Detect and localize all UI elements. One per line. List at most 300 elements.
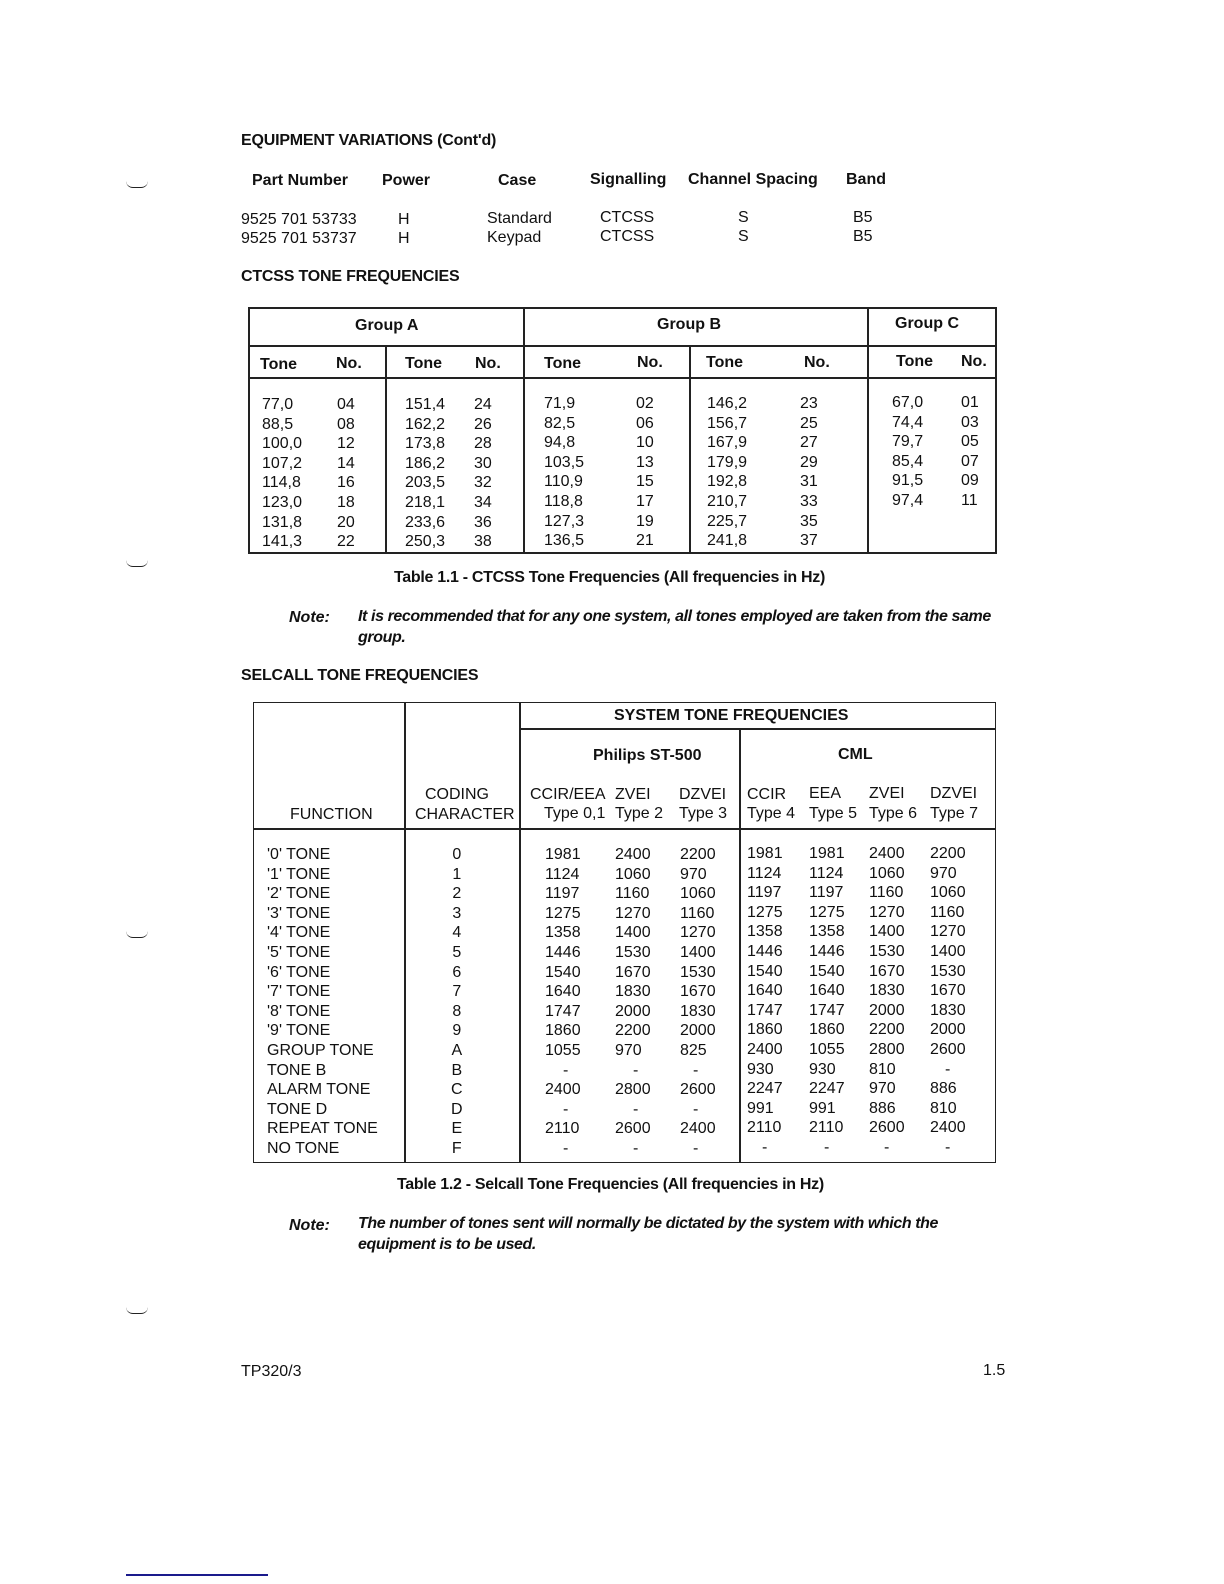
no-column (961, 393, 979, 511)
table-cell: 2000 (615, 1002, 651, 1020)
table-cell: 110,9 (544, 473, 583, 491)
table-cell: 22 (337, 533, 355, 551)
group-c-header: Group C (895, 315, 959, 332)
freq-column (545, 845, 581, 1159)
no-header: No. (804, 354, 830, 371)
table-cell: 15 (636, 473, 654, 491)
table-cell: 31 (800, 473, 818, 491)
table-cell: 88,5 (262, 415, 294, 433)
no-header: No. (637, 354, 663, 371)
table-cell: 2400 (615, 846, 651, 863)
col-header: Type 3 (679, 805, 728, 822)
table-cell: 1060 (869, 864, 905, 882)
note-text: The number of tones sent will normally be dictated by the system with which the equipment is to be used. (358, 1215, 939, 1253)
divider (867, 308, 869, 554)
table-cell: 1830 (615, 983, 651, 1001)
table-cell: 225,7 (707, 512, 748, 530)
divider (249, 345, 996, 347)
table-cell: 136,5 (544, 532, 585, 550)
table-cell: 2200 (869, 1021, 905, 1039)
table-cell: 17 (636, 492, 654, 510)
table-cell: 5 (452, 943, 462, 961)
document-id: TP320/3 (241, 1363, 302, 1380)
table-cell: 02 (636, 395, 654, 412)
table-cell: 2600 (930, 1040, 966, 1058)
table-cell: 38 (474, 533, 492, 551)
table-cell: 35 (800, 512, 818, 530)
divider (689, 345, 691, 554)
table-cell: - (693, 1061, 699, 1079)
table-cell: 11 (961, 491, 978, 509)
table-cell: 1446 (809, 942, 845, 960)
selcall-heading: SELCALL TONE FREQUENCIES (241, 667, 479, 684)
table-cell: 127,3 (544, 512, 585, 530)
table-cell: 79,7 (892, 433, 924, 451)
no-header: No. (961, 353, 987, 370)
power: H (398, 211, 410, 228)
table-cell: - (762, 1138, 768, 1156)
table-cell: 218,1 (405, 493, 446, 511)
freq-column (930, 844, 966, 1158)
divider (404, 703, 406, 1162)
tone-header: Tone (405, 355, 443, 372)
table-cell: 1747 (809, 1001, 845, 1019)
table-cell: 2110 (747, 1119, 782, 1137)
table-cell: 91,5 (892, 472, 924, 490)
table-cell: 1160 (930, 903, 965, 921)
table-cell: 107,2 (262, 454, 303, 472)
table-cell: 26 (474, 415, 492, 433)
table-cell: 179,9 (707, 453, 748, 471)
table-cell: 30 (474, 454, 492, 472)
table-cell: - (633, 1100, 639, 1118)
margin-mark (126, 931, 148, 938)
tone-header: Tone (260, 356, 298, 373)
table-cell: 29 (800, 453, 818, 471)
table-cell: GROUP TONE (267, 1041, 374, 1059)
table-cell: 1270 (615, 904, 651, 922)
divider (739, 729, 741, 1162)
table-cell: 1860 (809, 1021, 845, 1039)
col-header: CCIR/EEA (530, 786, 606, 803)
table-cell: 241,8 (707, 532, 748, 550)
table-cell: 2 (452, 885, 462, 903)
table-cell: 991 (747, 1099, 774, 1117)
table-cell: 1197 (809, 884, 844, 902)
philips-header: Philips ST-500 (593, 747, 702, 764)
table-cell: 1060 (680, 885, 716, 903)
table-cell: 1860 (747, 1021, 783, 1039)
table-cell: 1530 (930, 962, 966, 980)
table-cell: 04 (337, 396, 355, 413)
no-column (636, 394, 654, 551)
table-cell: 1358 (747, 923, 783, 941)
band: B5 (853, 209, 873, 226)
column-header: Power (382, 172, 431, 189)
table-caption: Table 1.1 - CTCSS Tone Frequencies (All frequencies in Hz) (394, 569, 825, 586)
column-header: Channel Spacing (688, 171, 818, 188)
table-cell: REPEAT TONE (267, 1120, 378, 1138)
table-cell: 1275 (545, 904, 581, 922)
table-cell: 156,7 (707, 414, 748, 432)
table-cell: 97,4 (892, 491, 924, 509)
table-cell: 2400 (747, 1040, 783, 1058)
table-cell: 131,8 (262, 513, 303, 531)
table-cell: 250,3 (405, 533, 446, 551)
table-cell: 2000 (930, 1021, 966, 1039)
note-text: It is recommended that for any one system, all tones employed are taken from the same group. (358, 608, 991, 646)
case: Keypad (487, 229, 542, 246)
channel-spacing: S (738, 209, 749, 226)
divider (385, 345, 387, 554)
table-cell: 0 (452, 846, 462, 863)
table-cell: 930 (809, 1060, 836, 1078)
table-cell: 09 (961, 472, 979, 490)
table-cell: 1124 (809, 864, 844, 882)
table-cell: 13 (636, 453, 654, 471)
table-cell: 2000 (680, 1022, 716, 1040)
table-cell: 1830 (680, 1002, 716, 1020)
table-cell: '8' TONE (267, 1002, 331, 1020)
table-cell: 74,4 (892, 413, 924, 431)
table-cell: 1124 (747, 864, 782, 882)
table-cell: 2110 (545, 1120, 580, 1138)
table-caption: Table 1.2 - Selcall Tone Frequencies (All frequencies in Hz) (397, 1176, 824, 1193)
margin-mark (126, 181, 148, 188)
table-cell: 01 (961, 394, 979, 411)
table-cell: 1400 (680, 943, 716, 961)
table-cell: 1055 (545, 1041, 581, 1059)
table-cell: 1640 (545, 983, 581, 1001)
table-cell: - (824, 1138, 830, 1156)
table-cell: 1400 (869, 923, 905, 941)
table-cell: 37 (800, 532, 818, 550)
table-cell: 94,8 (544, 434, 576, 452)
table-cell: '1' TONE (267, 865, 331, 883)
tone-column (544, 394, 584, 551)
table-cell: 100,0 (262, 435, 303, 453)
freq-column (615, 845, 651, 1159)
table-cell: 1670 (615, 963, 651, 981)
table-cell: 1670 (869, 962, 905, 980)
table-cell: 05 (961, 433, 979, 451)
table-cell: - (945, 1060, 951, 1078)
no-header: No. (336, 355, 362, 372)
divider (520, 728, 995, 730)
table-cell: 1981 (809, 845, 845, 862)
table-cell: 2400 (680, 1120, 716, 1138)
table-cell: 114,8 (262, 474, 301, 492)
table-cell: '2' TONE (267, 885, 331, 903)
table-cell: 970 (680, 865, 707, 883)
coding-header: CHARACTER (415, 806, 515, 823)
table-cell: - (563, 1139, 569, 1157)
table-cell: 1640 (747, 982, 783, 1000)
col-header: ZVEI (869, 785, 905, 802)
function-header: FUNCTION (290, 806, 373, 823)
table-cell: 20 (337, 513, 355, 531)
table-cell: D (451, 1100, 463, 1118)
table-cell: 210,7 (707, 492, 748, 510)
table-cell: 1400 (930, 942, 966, 960)
table-cell: - (693, 1139, 699, 1157)
table-cell: 1124 (545, 865, 580, 883)
column-header: Case (498, 172, 537, 189)
table-cell: 1197 (747, 884, 782, 902)
table-cell: 3 (452, 904, 462, 922)
table-cell: 1400 (615, 924, 651, 942)
table-cell: 16 (337, 474, 355, 492)
table-cell: 6 (452, 963, 462, 981)
table-cell: 23 (800, 395, 818, 412)
table-cell: 991 (809, 1099, 836, 1117)
table-cell: 186,2 (405, 454, 446, 472)
table-cell: TONE D (267, 1100, 328, 1118)
freq-column (747, 844, 783, 1158)
table-cell: 2247 (747, 1080, 783, 1098)
table-cell: 1060 (615, 865, 651, 883)
col-header: Type 2 (615, 805, 664, 822)
table-cell: 82,5 (544, 414, 576, 432)
coding-header: CODING (425, 786, 489, 803)
table-cell: 2800 (615, 1081, 651, 1099)
part-number: 9525 701 53733 (241, 211, 357, 228)
table-cell: 2600 (680, 1081, 716, 1099)
signalling: CTCSS (600, 209, 655, 226)
table-cell: '0' TONE (267, 846, 331, 863)
table-cell: 970 (930, 864, 957, 882)
no-column (800, 394, 818, 551)
freq-column (680, 845, 716, 1159)
table-cell: 07 (961, 452, 979, 470)
table-cell: - (563, 1061, 569, 1079)
table-cell: 930 (747, 1060, 774, 1078)
table-cell: F (451, 1139, 462, 1157)
table-cell: '6' TONE (267, 963, 331, 981)
table-cell: - (945, 1138, 951, 1156)
table-cell: 103,5 (544, 453, 585, 471)
table-cell: ALARM TONE (267, 1081, 371, 1099)
table-cell: A (451, 1041, 463, 1059)
margin-mark (126, 1307, 148, 1314)
table-cell: 1270 (869, 903, 905, 921)
table-cell: 118,8 (544, 492, 583, 510)
table-cell: 825 (680, 1041, 707, 1059)
table-cell: 1540 (747, 962, 783, 980)
table-cell: 1540 (545, 963, 581, 981)
table-cell: 19 (636, 512, 654, 530)
table-cell: 77,0 (262, 396, 294, 413)
freq-column (809, 844, 845, 1158)
table-cell: 1160 (680, 904, 715, 922)
table-cell: C (451, 1081, 463, 1099)
table-cell: 24 (474, 396, 492, 413)
col-header: EEA (809, 785, 842, 802)
table-cell: - (633, 1139, 639, 1157)
signalling: CTCSS (600, 228, 655, 245)
col-header: Type 6 (869, 805, 918, 822)
table-cell: 8 (452, 1002, 462, 1020)
band: B5 (853, 228, 873, 245)
group-a-header: Group A (355, 317, 419, 334)
table-cell: 10 (636, 434, 654, 452)
table-cell: - (884, 1138, 890, 1156)
tone-header: Tone (544, 355, 582, 372)
table-cell: 12 (337, 435, 355, 453)
group-b-header: Group B (657, 316, 721, 333)
table-cell: 06 (636, 414, 654, 432)
table-cell: E (451, 1120, 463, 1138)
system-tone-frequencies-header: SYSTEM TONE FREQUENCIES (614, 707, 849, 724)
table-cell: 85,4 (892, 452, 924, 470)
table-cell: 2200 (615, 1022, 651, 1040)
table-cell: 2247 (809, 1080, 845, 1098)
table-cell: 167,9 (707, 434, 748, 452)
no-column (337, 395, 355, 552)
tone-column (892, 393, 923, 511)
table-cell: - (563, 1100, 569, 1118)
table-cell: 7 (452, 983, 462, 1001)
col-header: Type 0,1 (544, 805, 606, 822)
table-cell: 2200 (930, 845, 966, 862)
table-cell: 2400 (930, 1119, 966, 1137)
column-header: Part Number (252, 172, 349, 189)
table-cell: 146,2 (707, 395, 748, 412)
margin-mark (126, 560, 148, 567)
table-cell: 970 (869, 1080, 896, 1098)
tone-header: Tone (896, 353, 934, 370)
ctcss-heading: CTCSS TONE FREQUENCIES (241, 268, 460, 285)
tone-column (262, 395, 302, 552)
tone-column (405, 395, 445, 552)
table-cell: 71,9 (544, 395, 576, 412)
table-cell: 4 (452, 924, 462, 942)
cml-header: CML (838, 746, 873, 763)
table-cell: 2200 (680, 846, 716, 863)
divider (519, 703, 521, 1162)
channel-spacing: S (738, 228, 749, 245)
table-cell: B (451, 1061, 463, 1079)
table-cell: 886 (930, 1080, 957, 1098)
table-cell: 1197 (545, 885, 580, 903)
table-cell: 21 (636, 532, 654, 550)
col-header: Type 7 (930, 805, 979, 822)
table-cell: 2400 (869, 845, 905, 862)
column-header: Band (846, 171, 886, 188)
table-cell: 970 (615, 1041, 642, 1059)
col-header: Type 5 (809, 805, 858, 822)
table-cell: 9 (452, 1022, 462, 1040)
table-cell: 1540 (809, 962, 845, 980)
col-header: ZVEI (615, 786, 651, 803)
table-cell: 173,8 (405, 435, 446, 453)
table-cell: 233,6 (405, 513, 446, 531)
col-header: DZVEI (930, 785, 978, 802)
col-header: Type 4 (747, 805, 796, 822)
table-cell: 1446 (747, 942, 783, 960)
table-cell: '5' TONE (267, 943, 331, 961)
table-cell: 1358 (545, 924, 581, 942)
table-cell: 1830 (930, 1001, 966, 1019)
table-cell: 810 (869, 1060, 896, 1078)
equipment-heading: EQUIPMENT VARIATIONS (Cont'd) (241, 132, 497, 149)
table-cell: 2600 (869, 1119, 905, 1137)
table-cell: 1981 (747, 845, 783, 862)
table-cell: 36 (474, 513, 492, 531)
divider (523, 308, 525, 554)
table-cell: 2600 (615, 1120, 651, 1138)
note-label: Note: (289, 609, 330, 626)
table-cell: 67,0 (892, 394, 924, 411)
table-cell: 1 (452, 865, 462, 883)
table-cell: 810 (930, 1099, 957, 1117)
divider (254, 828, 995, 830)
table-cell: 2400 (545, 1081, 581, 1099)
table-cell: 1640 (809, 982, 845, 1000)
table-cell: 03 (961, 413, 979, 431)
table-cell: 1270 (930, 923, 966, 941)
column-header: Signalling (590, 171, 667, 188)
table-cell: 203,5 (405, 474, 446, 492)
table-cell: 33 (800, 492, 818, 510)
col-header: CCIR (747, 786, 787, 803)
tone-column (707, 394, 747, 551)
table-cell: 1275 (747, 903, 783, 921)
table-cell: 1530 (680, 963, 716, 981)
divider (249, 377, 996, 379)
link-underline[interactable] (126, 1574, 268, 1576)
table-cell: 1981 (545, 846, 581, 863)
table-cell: 18 (337, 493, 355, 511)
table-cell: 1670 (930, 982, 966, 1000)
table-cell: 1446 (545, 943, 581, 961)
table-cell: - (633, 1061, 639, 1079)
table-cell: 1860 (545, 1022, 581, 1040)
table-cell: 1160 (615, 885, 650, 903)
table-cell: '4' TONE (267, 924, 331, 942)
table-cell: 151,4 (405, 396, 446, 413)
table-cell: 1670 (680, 983, 716, 1001)
table-cell: '7' TONE (267, 983, 331, 1001)
table-cell: 1830 (869, 982, 905, 1000)
freq-column (869, 844, 905, 1158)
table-cell: 25 (800, 414, 818, 432)
table-cell: 34 (474, 493, 492, 511)
col-header: DZVEI (679, 786, 727, 803)
part-number: 9525 701 53737 (241, 230, 357, 247)
power: H (398, 230, 410, 247)
table-cell: 162,2 (405, 415, 446, 433)
case: Standard (487, 210, 552, 227)
tone-header: Tone (706, 354, 744, 371)
table-cell: 1270 (680, 924, 716, 942)
table-cell: 1160 (869, 884, 904, 902)
table-cell: '3' TONE (267, 904, 331, 922)
table-cell: 123,0 (262, 493, 303, 511)
table-cell: 2000 (869, 1001, 905, 1019)
table-cell: 886 (869, 1099, 896, 1117)
table-cell: 08 (337, 415, 355, 433)
table-cell: 32 (474, 474, 492, 492)
no-column (474, 395, 492, 552)
page-number: 1.5 (983, 1362, 1006, 1379)
table-cell: 192,8 (707, 473, 748, 491)
table-cell: 1060 (930, 884, 966, 902)
table-cell: TONE B (267, 1061, 327, 1079)
no-header: No. (475, 355, 501, 372)
table-cell: 2800 (869, 1040, 905, 1058)
table-cell: 141,3 (262, 533, 303, 551)
